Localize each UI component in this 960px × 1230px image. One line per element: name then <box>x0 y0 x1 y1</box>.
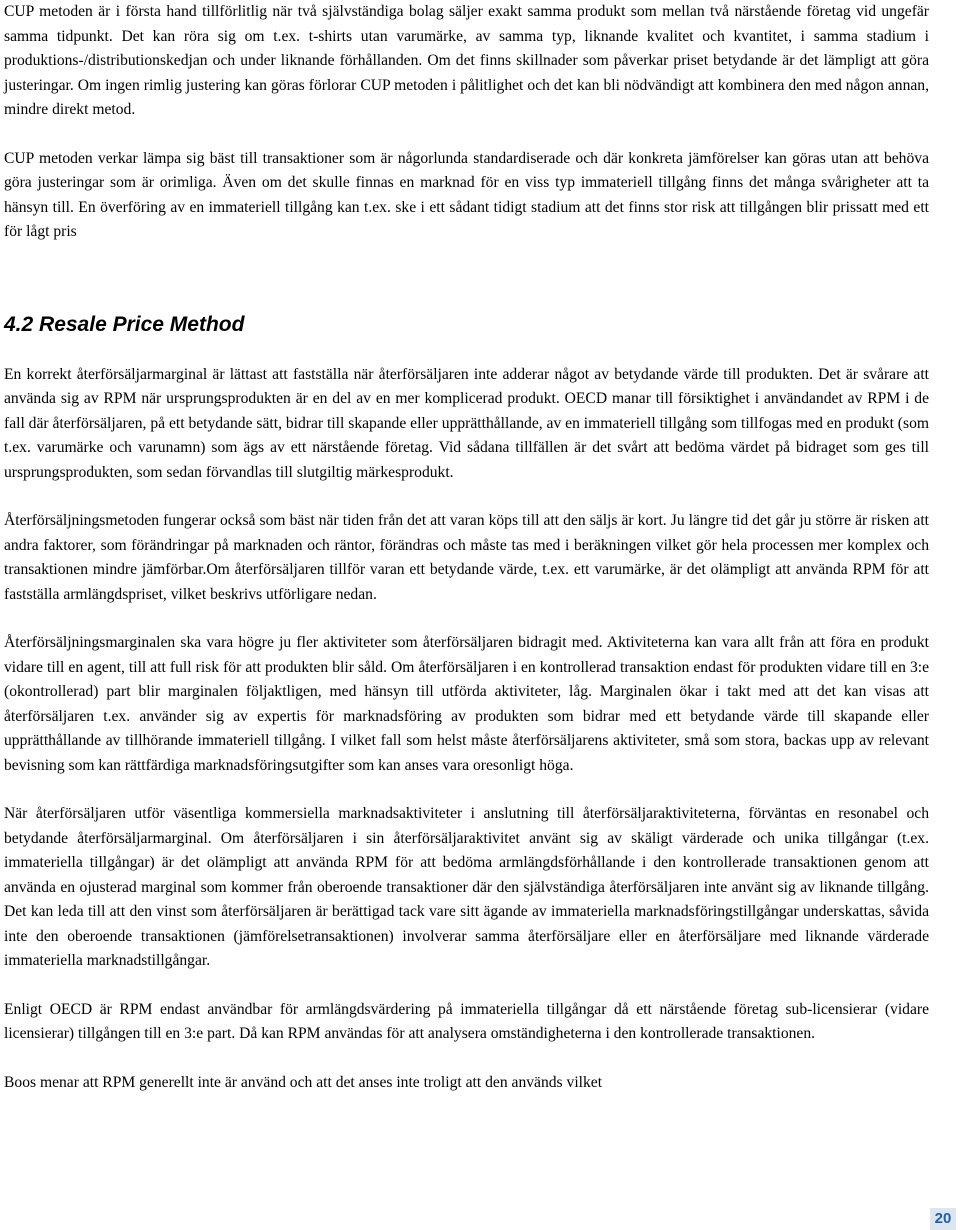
paragraph-oecd-rpm: Enligt OECD är RPM endast användbar för armlängdsvärdering på immateriella tillgångar då ett närstående företag sub-licensierar (vidare licensierar) tillgången till en 3:e part. Då kan RPM användas för att analysera omständigheterna i den kontrollerade transaktionen. <box>4 1000 929 1042</box>
paragraph-cup-suitability: CUP metoden verkar lämpa sig bäst till transaktioner som är någorlunda standardiserade och där konkreta jämförelser kan göras utan att behöva göra justeringar som är orimliga. Även om det skulle finnas en marknad för en viss typ immateriell tillgång finns det många svårigheter att ta hänsyn till. En överföring av en immateriell tillgång kan t.ex. ske i ett sådant tidigt stadium att det finns stor risk att tillgången blir prissatt med ett för lågt pris <box>4 149 929 240</box>
section-heading-resale-price-method: 4.2 Resale Price Method <box>4 312 245 336</box>
paragraph-resale-timing: Återförsäljningsmetoden fungerar också som bäst när tiden från det att varan köps till att den säljs är kort. Ju längre tid det går ju större är risken att andra faktorer, som förändringar på marknaden och räntor, förändras och måste tas med i beräkningen vilket gör hela processen mer komplex och transaktionen mindre jämförbar.Om återförsäljaren tillför varan ett betydande värde, t.ex. ett varumärke, är det olämpligt att använda RPM för att fastställa armlängdspriset, vilket beskrivs utförligare nedan. <box>4 512 929 603</box>
paragraph-resale-margin: En korrekt återförsäljarmarginal är lättast att fastställa när återförsäljaren inte adderar något av betydande värde till produkten. Det är svårare att använda sig av RPM när ursprungsprodukten är en del av en mer komplicerad produkt. OECD manar till försiktighet i användandet av RPM i de fall där återförsäljaren, på ett betydande sätt, bidrar till skapande eller upprätthållande, av en immateriell tillgång som tillfogas med en produkt (som t.ex. varumärke och varunamn) som ägs av ett närstående företag. Vid sådana tillfällen är det svårt att bedöma värdet på bidraget som ges till ursprungsprodukten, som sedan förvandlas till slutgiltig märkesprodukt. <box>4 365 929 481</box>
paragraph-resale-activities: Återförsäljningsmarginalen ska vara högre ju fler aktiviteter som återförsäljaren bidragit med. Aktiviteterna kan vara allt från att föra en produkt vidare till en agent, till att full risk för att produkten blir såld. Om återförsäljaren i en kontrollerad transaktion endast för produkten vidare till en 3:e (okontrollerad) part blir marginalen följaktligen, med hänsyn till utförda aktiviteter, låg. Marginalen ökar i takt med att det kan visas att återförsäljaren t.ex. använder sig av expertis för marknadsföring av produkten som bidrar med ett betydande värde till skapande eller upprätthållande av tillhörande immateriell tillgång. I vilket fall som helst måste återförsäljarens aktiviteter, små som stora, backas upp av relevant bevisning som kan rättfärdiga marknadsföringsutgifter som kan anses vara oresonligt höga. <box>4 634 929 774</box>
paragraph-cup-reliability: CUP metoden är i första hand tillförlitlig när två självständiga bolag säljer exakt samma produkt som mellan två närstående företag vid ungefär samma tidpunkt. Det kan röra sig om t.ex. t-shirts utan varumärke, av samma typ, liknande kvalitet och kvantitet, i samma stadium i produktions-/distributionskedjan och under liknande förhållanden. Om det finns skillnader som påverkar priset betydande är det lämpligt att göra justeringar. Om ingen rimlig justering kan göras förlorar CUP metoden i pålitlighet och det kan bli nödvändigt att kombinera den med någon annan, mindre direkt metod. <box>4 3 929 118</box>
paragraph-marketing-activities: När återförsäljaren utför väsentliga kommersiella marknadsaktiviteter i anslutning till återförsäljaraktiviteterna, förväntas en resonabel och betydande återförsäljarmarginal. Om återförsäljaren i sin återförsäljaraktivitet använt sig av skäligt värderade och unika tillgångar (t.ex. immateriella tillgångar) är det olämpligt att använda RPM för att bedöma armlängdsförhållande i den kontrollerade transaktionen genom att använda en ojusterad marginal som kommer från oberoende transaktioner där den självständiga återförsäljaren inte använt sig av liknande tillgång. Det kan leda till att den vinst som återförsäljaren är berättigad tack vare sitt ägande av immateriella marknadsföringstillgångar underskattas, såvida inte den oberoende transaktionen (jämförelsetransaktionen) involverar samma återförsäljare eller en återförsäljare med liknande värderade immateriella marknadstillgångar. <box>4 805 929 969</box>
paragraph-boos: Boos menar att RPM generellt inte är använd och att det anses inte troligt att den används vilket <box>4 1073 603 1091</box>
document-page <box>4 0 929 1095</box>
page-number-badge: 20 <box>930 1208 956 1230</box>
